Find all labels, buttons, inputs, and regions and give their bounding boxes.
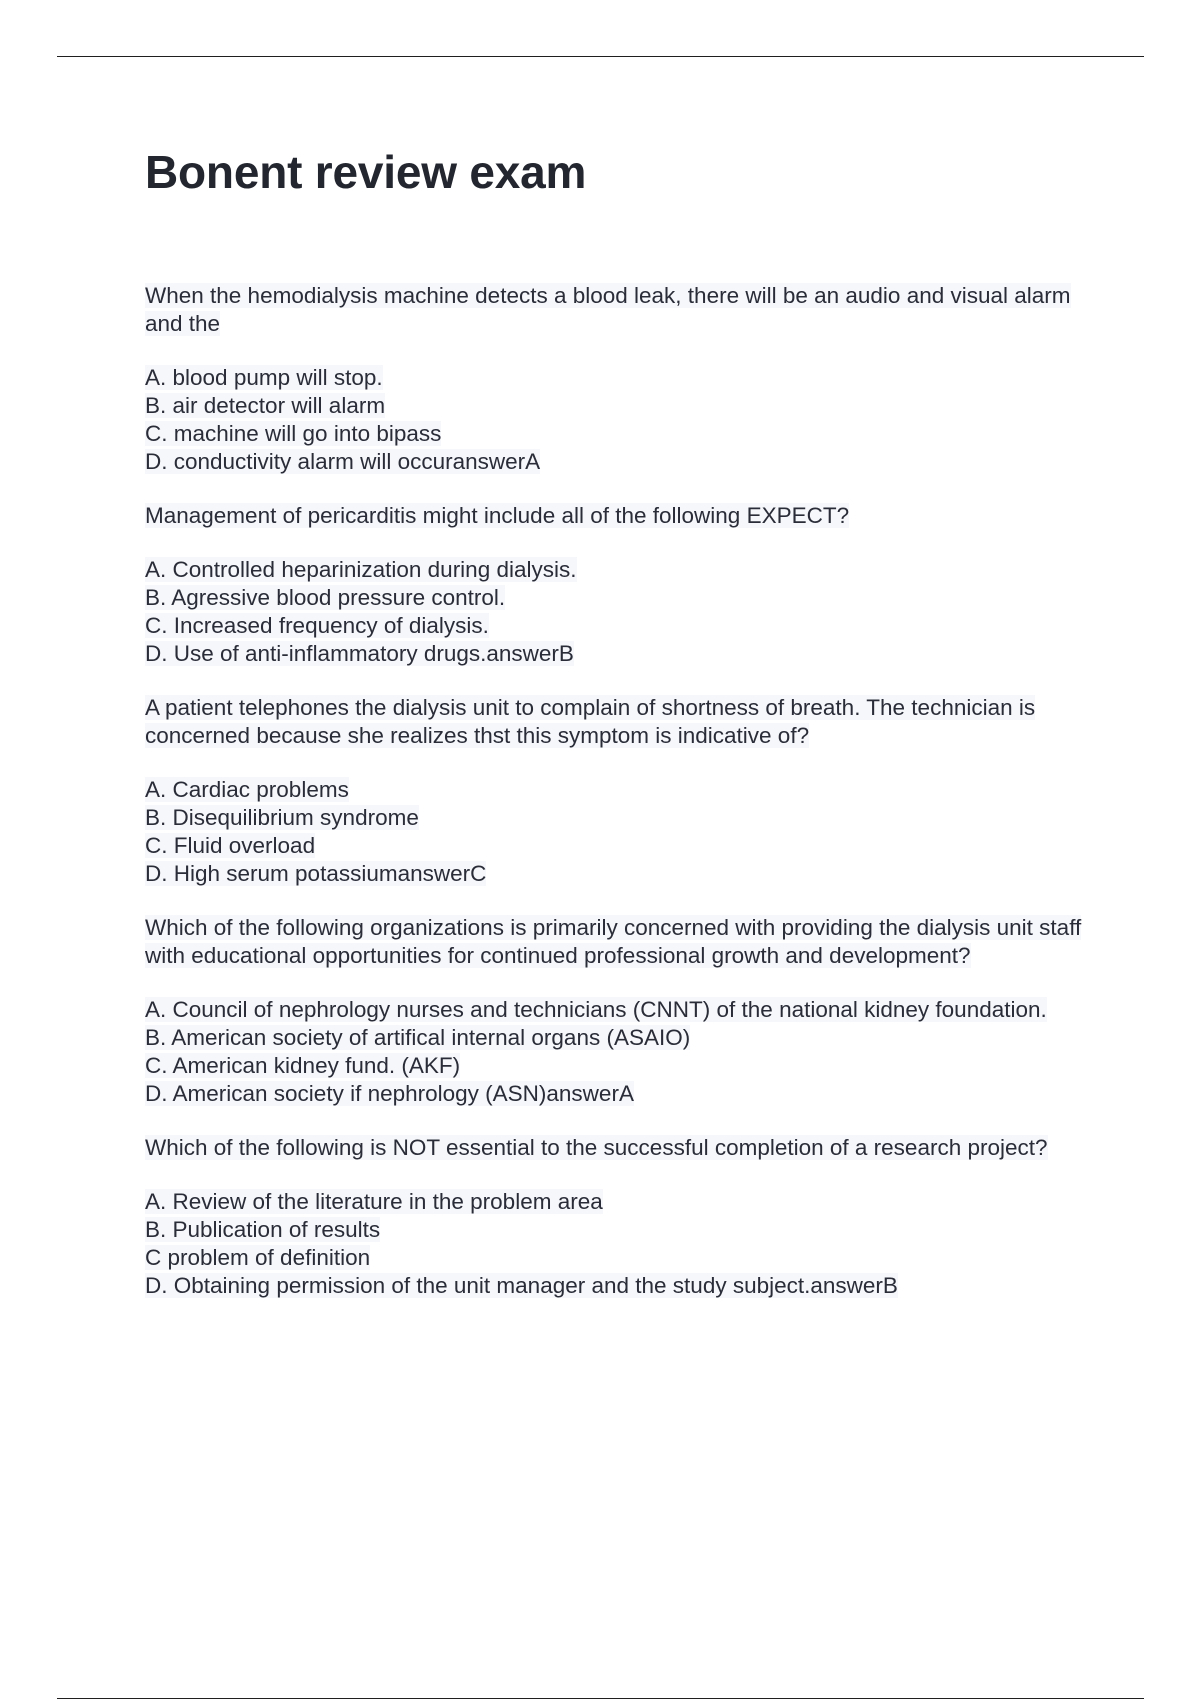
bottom-rule	[57, 1698, 1144, 1699]
option-d: D. Obtaining permission of the unit manager and the study subject.answerB	[145, 1273, 898, 1298]
option-c: C. machine will go into bipass	[145, 421, 442, 446]
option-a: A. Controlled heparinization during dialysis.	[145, 557, 577, 582]
option-c: C. American kidney fund. (AKF)	[145, 1053, 461, 1078]
document-title: Bonent review exam	[145, 146, 587, 198]
option-d: D. High serum potassiumanswerC	[145, 861, 487, 886]
top-rule	[57, 56, 1144, 57]
question-3	[145, 694, 1085, 888]
question-text: Which of the following organizations is primarily concerned with providing the dialysis unit staff with educational opportunities for continued professional growth and development?	[145, 915, 1082, 968]
question-2	[145, 502, 1085, 668]
option-b: B. American society of artifical internal organs (ASAIO)	[145, 1025, 691, 1050]
option-list	[145, 364, 1085, 476]
option-list	[145, 556, 1085, 668]
option-b: B. Agressive blood pressure control.	[145, 585, 506, 610]
question-4	[145, 914, 1085, 1108]
document-body	[145, 142, 1085, 1326]
option-a: A. Cardiac problems	[145, 777, 349, 802]
question-text: When the hemodialysis machine detects a blood leak, there will be an audio and visual alarm and the	[145, 283, 1071, 336]
option-list	[145, 996, 1085, 1108]
option-b: B. Disequilibrium syndrome	[145, 805, 419, 830]
option-b: B. air detector will alarm	[145, 393, 386, 418]
option-b: B. Publication of results	[145, 1217, 381, 1242]
question-text: A patient telephones the dialysis unit to complain of shortness of breath. The technician is concerned because she realizes thst this symptom is indicative of?	[145, 695, 1036, 748]
question-5	[145, 1134, 1085, 1300]
option-d: D. Use of anti-inflammatory drugs.answerB	[145, 641, 574, 666]
option-list	[145, 1188, 1085, 1300]
option-d: D. conductivity alarm will occuranswerA	[145, 449, 541, 474]
option-c: C. Fluid overload	[145, 833, 316, 858]
question-1	[145, 282, 1085, 476]
option-c: C. Increased frequency of dialysis.	[145, 613, 489, 638]
option-a: A. Council of nephrology nurses and technicians (CNNT) of the national kidney foundation.	[145, 997, 1047, 1022]
option-c: C problem of definition	[145, 1245, 371, 1270]
question-text: Management of pericarditis might include all of the following EXPECT?	[145, 503, 850, 528]
option-a: A. blood pump will stop.	[145, 365, 383, 390]
question-text: Which of the following is NOT essential to the successful completion of a research project?	[145, 1135, 1048, 1160]
option-a: A. Review of the literature in the problem area	[145, 1189, 603, 1214]
question-list	[145, 282, 1085, 1300]
option-d: D. American society if nephrology (ASN)answerA	[145, 1081, 634, 1106]
option-list	[145, 776, 1085, 888]
